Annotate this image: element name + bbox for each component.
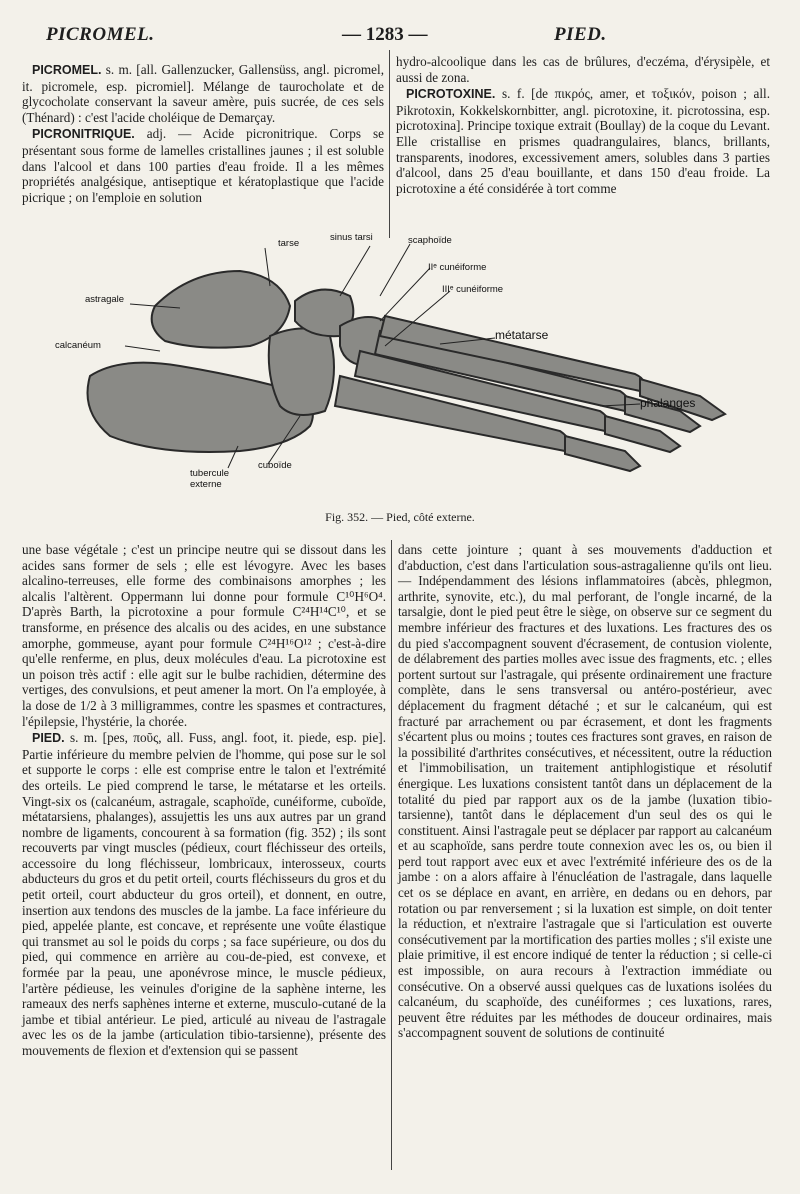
- page-number: — 1283 —: [342, 24, 428, 45]
- label-cuneiforme-2: IIᵉ cunéiforme: [428, 262, 487, 273]
- label-leader-cuneiforme-2: [380, 268, 430, 321]
- entry-picrotoxine: [396, 86, 770, 196]
- running-head: [22, 14, 778, 48]
- top-right-column: [396, 54, 770, 197]
- label-tarse: tarse: [278, 238, 300, 249]
- label-cuboide: cuboïde: [258, 460, 292, 471]
- column-divider-top: [389, 50, 390, 238]
- header-left-word: PICROMEL.: [46, 24, 155, 45]
- foot-skeleton-figure: [40, 226, 780, 516]
- top-left-column: [22, 62, 384, 206]
- headword-picrotoxine: PICROTOXINE.: [406, 87, 496, 102]
- headword-picromel: PICROMEL.: [32, 63, 102, 77]
- label-phalanges: phalanges: [640, 396, 696, 410]
- picrotoxine-continuation: une base végétale ; c'est un principe neutre qui se dissout dans les acides sans former de sels ; elle est lévogyre. Avec les bases alcalino-terreuses, elle forme des combinaisons amorphes ; les alcalis l'altèrent. Oppermann lui donne pour formule C¹⁰H⁶O⁴. D'après Barth, la picrotoxine a pour formule C²⁴H¹⁴C¹⁰, et se transforme, en présence des alcalis ou des acides, en une substance amorphe, gommeuse, ayant pour formule C²⁴H¹⁶O¹² ; c'est-à-dire qu'elle renferme, en plus, deux molécules d'eau. La picrotoxine est un poison très actif : elle agit sur le bulbe rachidien, détermine des vertiges, des convulsions, et peut amener la mort. On l'a employée, à la dose de 1/2 à 3 milligrammes, contre les spasmes et contractures, l'épilepsie, l'hystérie, la chorée.: [22, 542, 386, 729]
- headword-pied: PIED.: [32, 731, 65, 746]
- pied-continuation: dans cette jointure ; quant à ses mouvements d'adduction et d'abduction, c'est dans l'articulation sous-astragalienne qu'ils ont lieu. — Indépendamment des lésions inflammatoires (abcès, phlegmon, arthrite, synovite, etc.), du mal perforant, de l'ongle incarné, de la tarsalgie, dont le pied peut être le siège, on observe sur ce segment du membre inférieur des fractures et des luxations. Les fractures des os du pied s'accompagnent souvent d'écrasement, de contusion violente, de délabrement des parties molles avec issue des fragments, etc. ; elles portent surtout sur l'astragale, qui présente ordinairement une fracture complète, dans le sens transversal ou antéro-postérieur, avec déplacement du fragment détaché ; et sur le calcanéum, qui est fracturé par arrachement ou par écrasement, et dont les fragments s'écartent plus ou moins ; toutes ces fractures sont graves, en raison de la possibilité d'arthrites consécutives, et nécessitent, outre la réduction et l'immobilisation, un traitement antiphlogistique et résolutif énergique. Les luxations consistent tantôt dans un déplacement de la totalité du pied par rapport aux os de la jambe (luxation tibio-tarsienne), tantôt dans le déplacement d'un seul des os qui le constituent. Ainsi l'astragale peut se déplacer par rapport au calcanéum et au scaphoïde, sans perdre toute connexion avec les os, ou bien il perd tout rapport avec eux et avec l'extrémité inférieure des os de la jambe : on a alors affaire à l'énucléation de l'astragale, dans laquelle cet os se déplace en avant, en arrière, en dedans ou en dehors, par rotation ou par renversement ; si la luxation est simple, on doit tenter la réduction, et n'extraire l'astragale que si l'articulation est ouverte consécutivement par la mortification des parties molles ; s'il existe une plaie primitive, il est encore indiqué de tenter la réduction ; si celle-ci est impossible, on aura recours à l'extraction immédiate ou consécutive. On a observé aussi quelques cas de luxations isolées du calcanéum, du scaphoïde, des cunéiformes ; ces luxations, rares, peuvent être réduites par les méthodes de douceur ordinaires, mais s'accompagnent souvent de solutions de continuité: [398, 542, 772, 1041]
- label-metatarse: métatarse: [495, 328, 549, 342]
- label-calcaneum: calcanéum: [55, 340, 101, 351]
- figure-caption: Fig. 352. — Pied, côté externe.: [325, 510, 475, 524]
- column-divider-bottom: [391, 540, 392, 1170]
- label-cuneiforme-3: IIIᵉ cunéiforme: [442, 284, 504, 295]
- entry-pied: [22, 730, 386, 1058]
- label-leader-sinus: [340, 246, 370, 296]
- definition-picrotoxine: s. f. [de πικρός, amer, et τοξικόν, poison ; all. Pikrotoxin, Kokkelskornbitter, angl. picrotoxine, it. picrotossina, esp. picrotoxina]. Principe toxique extrait (Boullay) de la coque du Levant. Elle cristallise en prismes quadrangulaires, blancs, brillants, transparents, inodores, excessivement amers, solubles dans 3 parties d'alcool, dans 25 d'eau bouillante, et dans 150 d'eau froide. La picrotoxine a été considérée à tort comme: [396, 86, 770, 196]
- definition-pied: s. m. [pes, ποῦς, all. Fuss, angl. foot, it. piede, esp. pie]. Partie inférieure du membre pelvien de l'homme, qui pose sur le sol et supporte le corps : elle est comprise entre le talon et l'extrémité des orteils. Le pied comprend le tarse, le métatarse et les orteils. Vingt-six os (calcanéum, astragale, scaphoïde, cunéiforme, cuboïde, métatarsiens, phalanges), assujettis les uns aux autres par un grand nombre de ligaments, concourent à sa formation (fig. 352) ; ils sont recouverts par vingt muscles (pédieux, court fléchisseur des orteils, accessoire du long fléchisseur, lombricaux, interosseux, courts abducteurs du gros et du petit orteil, courts fléchisseurs du gros et du petit orteil, court abducteur du gros orteil), et donnent, en outre, insertion aux tendons des muscles de la jambe. La face inférieure du pied, appelée plante, est concave, et représente une voûte élastique qui transmet au sol le poids du corps ; sa face supérieure, ou dos du pied, qui commence en arrière au cou-de-pied, est convexe, et formée par la peau, une aponévrose mince, le muscle pédieux, l'artère pédieuse, les veinules d'origine de la saphène interne, les rameaux des nerfs saphènes interne et externe, musculo-cutané de la jambe et tibial antérieur. Le pied, articulé au niveau de l'astragale avec les os de la jambe (articulation tibio-tarsienne), présente des mouvements de flexion et d'extension qui se passent: [22, 730, 386, 1058]
- entry-picronitrique: [22, 126, 384, 205]
- label-scaphoide: scaphoïde: [408, 235, 452, 246]
- foot-bones-illustration: [40, 226, 780, 516]
- bottom-right-column: [398, 542, 772, 1042]
- definition-picronitrique: adj. — Acide picronitrique. Corps se présentant sous forme de lamelles cristallines jaunes ; il est soluble dans l'alcool et dans 100 parties d'eau froide. Il a les mêmes propriétés analgésique, antiseptique et kératoplastique que l'acide picrique ; on l'emploie en solution: [22, 126, 384, 205]
- entry-picromel: [22, 62, 384, 125]
- label-leader-scaphoide: [380, 244, 410, 296]
- header-right-word: PIED.: [554, 24, 607, 45]
- bottom-left-column: [22, 542, 386, 1060]
- cuboide-bone: [269, 329, 334, 416]
- label-sinus-tarsi: sinus tarsi: [330, 232, 373, 243]
- label-leader-calcaneum: [125, 346, 160, 351]
- label-tubercule-externe: tubercule externe: [190, 468, 230, 490]
- label-astragale: astragale: [85, 294, 125, 305]
- definition-picromel: s. m. [all. Gallenzucker, Gallensüss, angl. picromel, it. picromele, esp. picromiel]. Mélange de taurocholate et de glycocholate conservant la saveur amère, puis sucrée, de ces sels (Thénard) : c'est l'acide choléique de Demarçay.: [22, 62, 384, 125]
- headword-picronitrique: PICRONITRIQUE.: [32, 127, 135, 142]
- continuation-text: hydro-alcoolique dans les cas de brûlures, d'eczéma, d'érysipèle, et aussi de zona.: [396, 54, 770, 85]
